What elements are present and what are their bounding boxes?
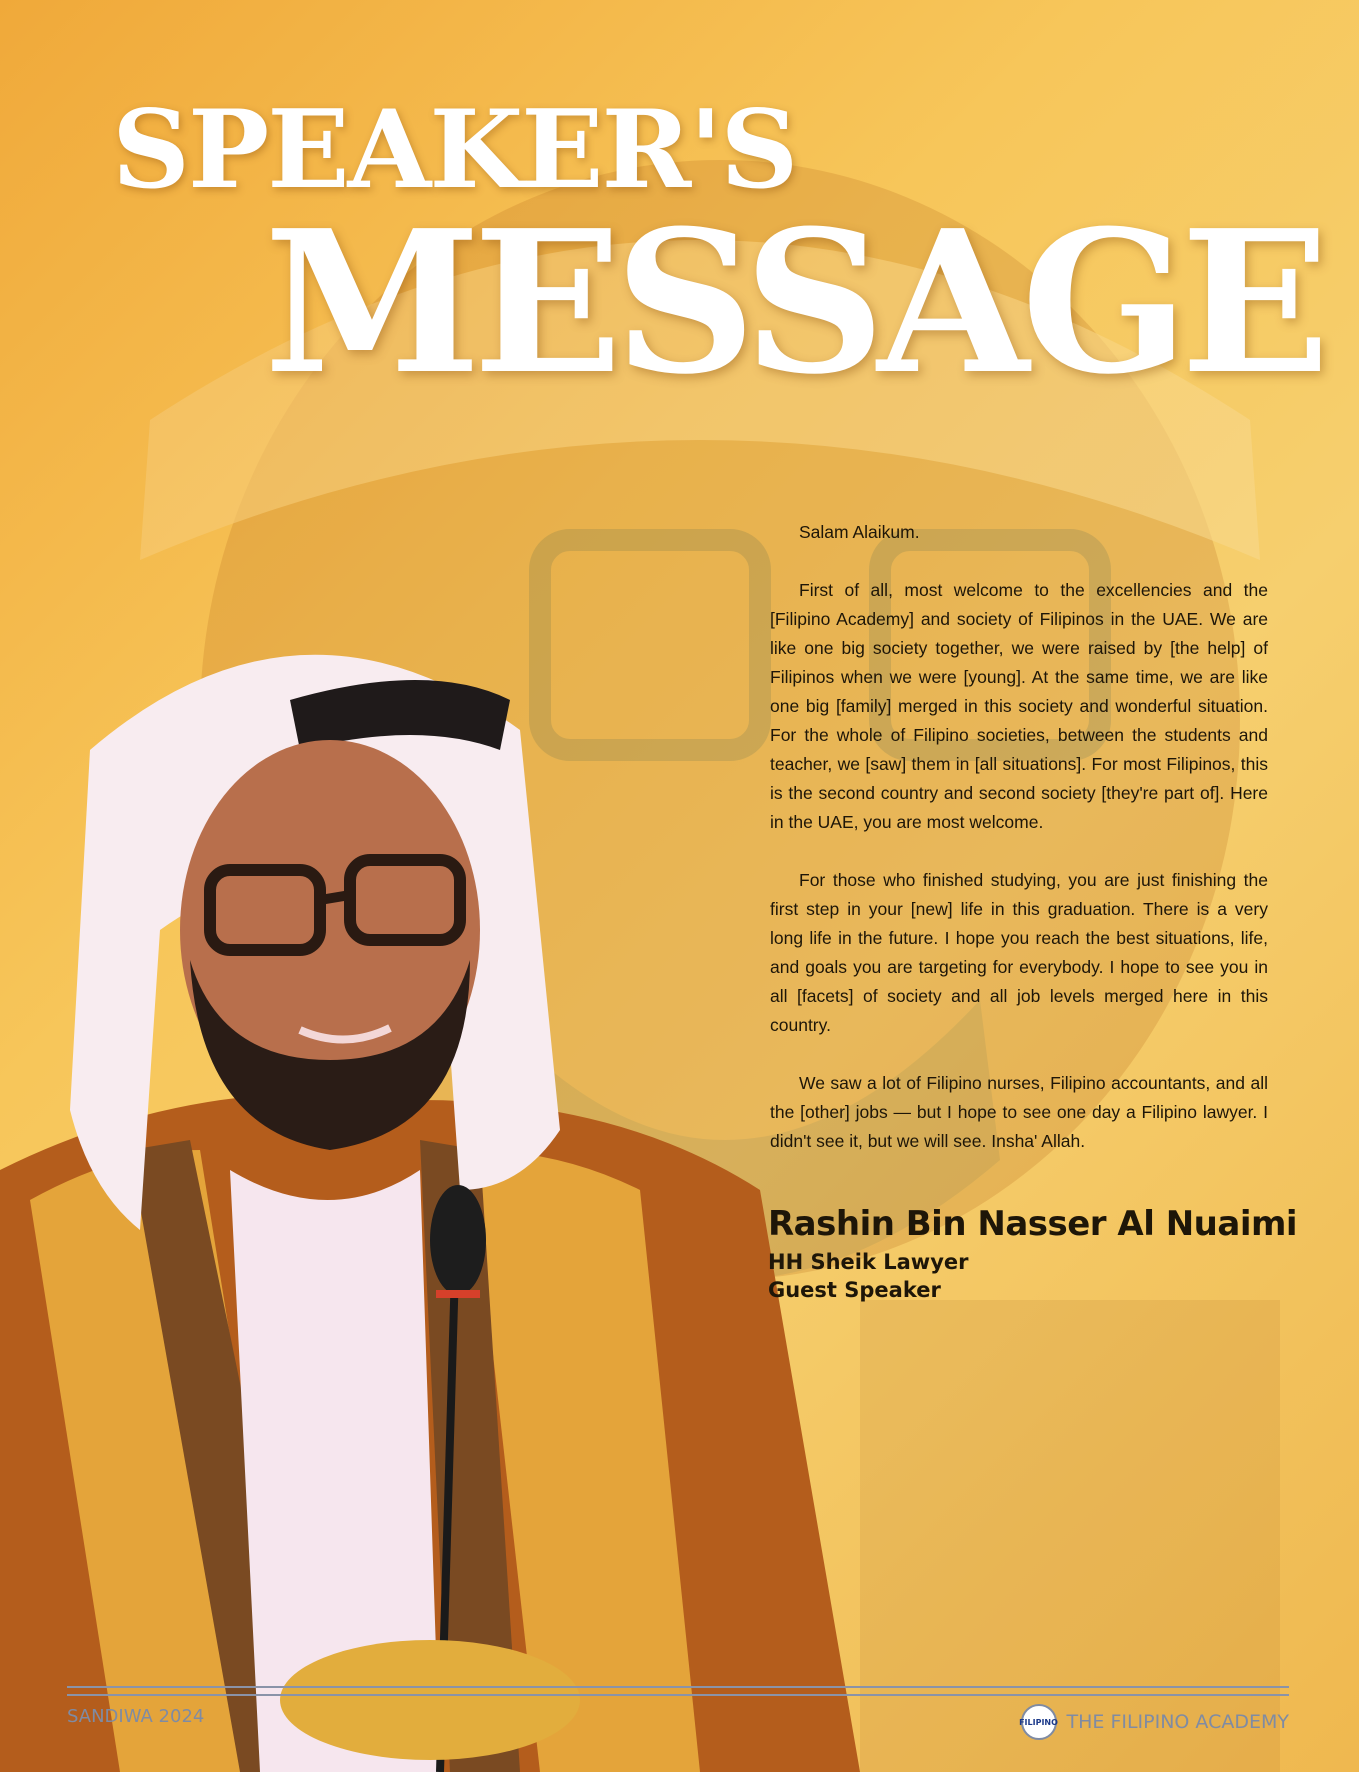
speaker-name: Rashin Bin Nasser Al Nuaimi bbox=[768, 1204, 1298, 1244]
speaker-title: Guest Speaker bbox=[768, 1278, 941, 1302]
message-paragraph: We saw a lot of Filipino nurses, Filipino accountants, and all the [other] jobs — but I hope to see one day a Filipino lawyer. I didn't see it, but we will see. Insha' Allah. bbox=[770, 1073, 1268, 1151]
message-greeting: Salam Alaikum. bbox=[799, 522, 920, 542]
footer-publication: SANDIWA 2024 bbox=[67, 1706, 205, 1727]
logo-text: FILIPINO bbox=[1019, 1717, 1058, 1727]
footer-divider bbox=[67, 1686, 1289, 1688]
speaker-portrait-image bbox=[0, 630, 880, 1772]
message-paragraph: First of all, most welcome to the excellencies and the [Filipino Academy] and society of Filipinos in the UAE. We are like one big society together, we were raised by [the help] of Filipinos when we were [young]. At the same time, we are like one big [family] merged in this society and wonderful situation. For the whole of Filipino societies, between the students and teacher, we [saw] them in [all situations]. For most Filipinos, this is the second country and second society [they're part of]. Here in the UAE, you are most welcome. bbox=[770, 580, 1268, 832]
message-paragraph: For those who finished studying, you are just finishing the first step in your [new] life in this graduation. There is a very long life in the future. I hope you reach the best situations, life, and goals you are targeting for everybody. I hope to see you in all [facets] of society and all job levels merged here in this country. bbox=[770, 870, 1268, 1035]
academy-logo-icon bbox=[1021, 1704, 1057, 1740]
speaker-role: HH Sheik Lawyer bbox=[768, 1250, 969, 1274]
title-speakers: SPEAKER'S bbox=[112, 87, 797, 213]
footer-divider bbox=[67, 1694, 1289, 1696]
footer-organization bbox=[1021, 1704, 1290, 1740]
signature-block bbox=[768, 1204, 1297, 1302]
title-message: MESSAGE bbox=[264, 188, 1322, 418]
message-body bbox=[770, 518, 1268, 1185]
footer-academy-name: THE FILIPINO ACADEMY bbox=[1066, 1711, 1289, 1733]
